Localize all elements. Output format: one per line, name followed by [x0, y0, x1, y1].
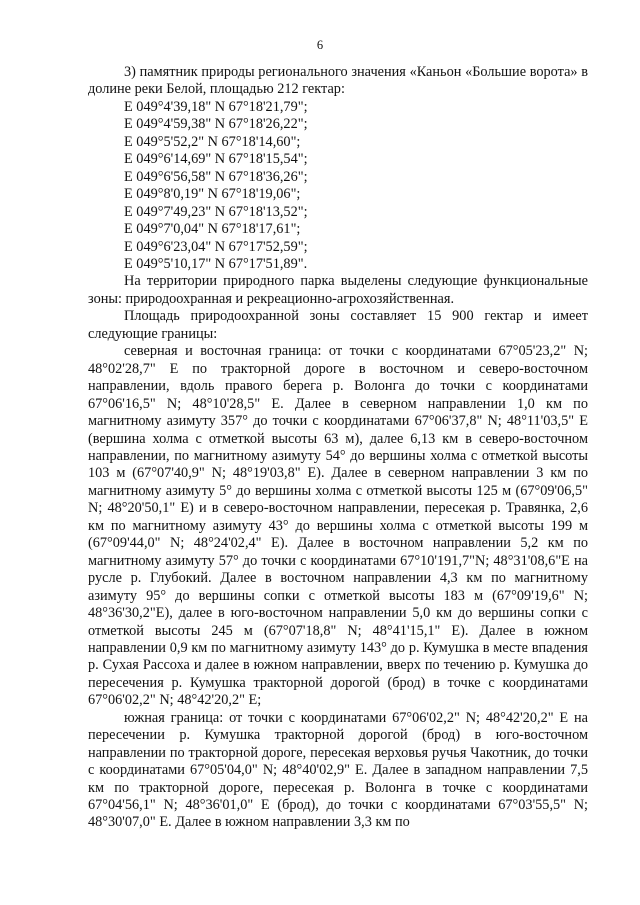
coordinate-item: Е 049°7'49,23" N 67°18'13,52"; [124, 203, 308, 220]
coordinate-item: Е 049°6'56,58" N 67°18'36,26"; [124, 168, 308, 185]
coordinate-item: Е 049°4'59,38" N 67°18'26,22"; [124, 116, 308, 133]
coordinate-item: Е 049°4'39,18" N 67°18'21,79"; [124, 98, 308, 115]
coordinate-item: Е 049°5'10,17" N 67°17'51,89". [124, 255, 308, 272]
page-number: 6 [316, 38, 324, 52]
area-paragraph: Площадь природоохранной зоны составляет 15 900 гектар и имеет следующие границы: [88, 308, 588, 342]
south-boundary-paragraph: южная граница: от точки с координатами 67°06'02,2" N; 48°42'20,2" Е на пересечении р. Кумушка тракторной дорогой (брод) в юго-восточном направлении по тракторной дороге, пересекая верховья ручья Чакотник, до точки с координатами 67°05'04,0" N; 48°40'02,9" Е. Далее в западном направлении 7,5 км по тракторной дороге, пересекая р. Волонга в точке с координатами 67°04'56,1" N; 48°36'01,0" Е (брод), до точки с координатами 67°03'55,5" N; 48°30'07,0" Е. Далее в южном направлении 3,3 км по [88, 709, 588, 831]
coordinate-item: Е 049°5'52,2" N 67°18'14,60"; [124, 133, 301, 150]
coordinate-item: Е 049°7'0,04" N 67°18'17,61"; [124, 221, 301, 238]
coordinate-list [88, 99, 588, 274]
document-body [88, 64, 588, 832]
north-east-boundary-paragraph: северная и восточная граница: от точки с координатами 67°05'23,2" N; 48°02'28,7" Е по тракторной дороге в восточном и северо-восточном направлении, вдоль правого берега р. Волонга до точки с координатами 67°06'16,5" N; 48°10'28,5" Е. Далее в северном направлении 1,0 км по магнитному азимуту 357° до точки с координатами 67°06'37,8" N; 48°11'03,5" Е (вершина холма с отметкой высоты 63 м), далее 6,13 км в северо-восточном направлении, по магнитному азимуту 54° до вершины холма с отметкой высоты 103 м (67°07'40,9" N; 48°19'03,8" Е). Далее в северном направлении 3 км по магнитному азимуту 5° до вершины холма с отметкой высоты 125 м (67°09'06,5" N; 48°20'50,1" Е) и в северо-восточном направлении, пересекая р. Травянка, 2,6 км по магнитному азимуту 43° до вершины холма с отметкой высоты 199 м (67°09'44,0" N; 48°24'02,4" Е). Далее в восточном направлении 5,2 км по магнитному азимуту 57° до точки с координатами 67°10'191,7"N; 48°31'08,6"Е на русле р. Глубокий. Далее в восточном направлении 4,3 км по магнитному азимуту 95° до вершины сопки с отметкой высоты 183 м (67°09'19,6" N; 48°36'30,2"Е), далее в юго-восточном направлении 5,0 км до вершины сопки с отметкой высоты 245 м (67°07'18,8" N; 48°41'15,1" Е). Далее в южном направлении 0,9 км по магнитному азимуту 143° до р. Кумушка в месте впадения р. Сухая Рассоха и далее в южном направлении, вверх по течению р. Кумушка до пересечения р. Кумушка тракторной дорогой (брод) в точке с координатами 67°06'02,2" N; 48°42'20,2" Е; [88, 343, 588, 709]
coordinate-item: Е 049°6'14,69" N 67°18'15,54"; [124, 151, 308, 168]
item-3-heading: 3) памятник природы регионального значения «Каньон «Большие ворота» в долине реки Белой, площадью 212 гектар: [88, 64, 588, 98]
zones-paragraph: На территории природного парка выделены следующие функциональные зоны: природоохранная и рекреационно-агрохозяйственная. [88, 273, 588, 307]
coordinate-item: Е 049°8'0,19" N 67°18'19,06"; [124, 186, 301, 203]
coordinate-item: Е 049°6'23,04" N 67°17'52,59"; [124, 238, 308, 255]
